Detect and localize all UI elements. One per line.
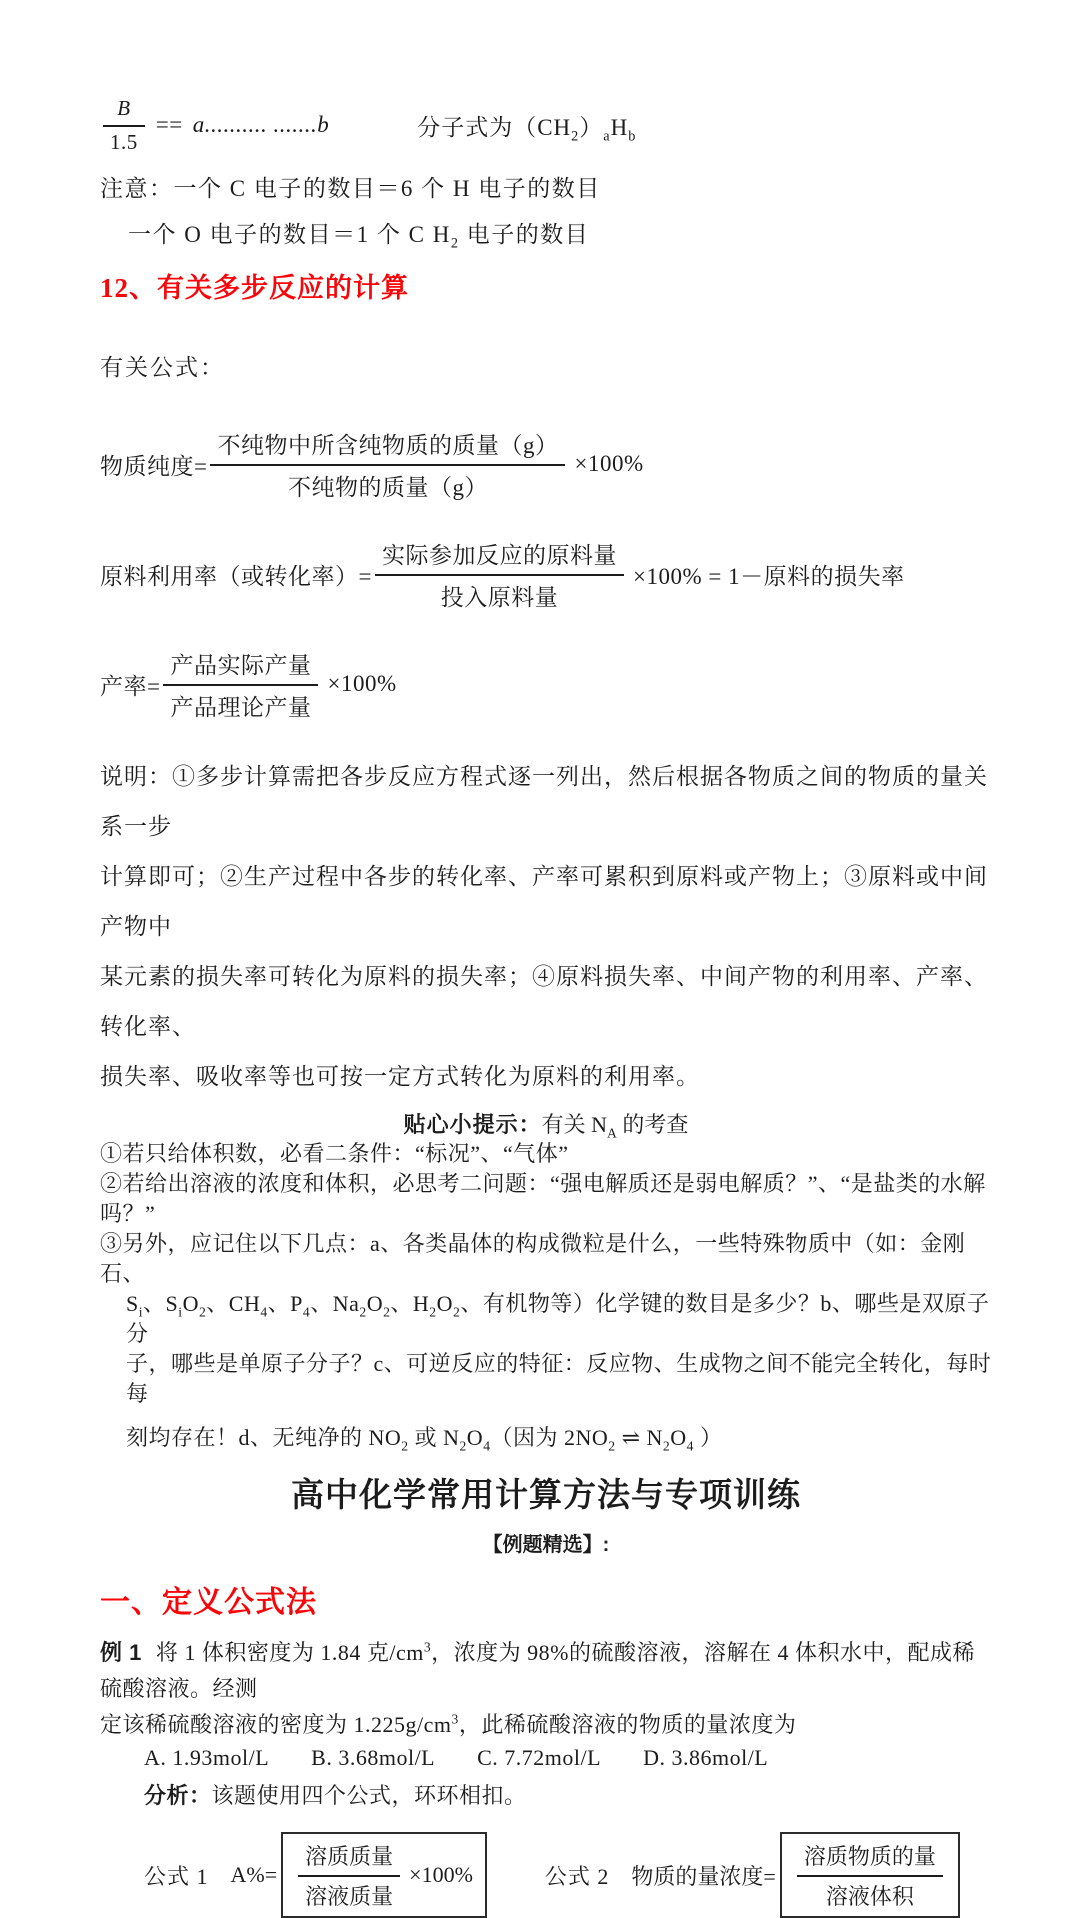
option-b: B. 3.68mol/L <box>311 1745 436 1770</box>
formula-1-label: 公式 1 <box>144 1863 209 1889</box>
fraction-denominator: 投入原料量 <box>440 585 559 610</box>
examples-subtitle: 【例题精选】: <box>482 1534 610 1556</box>
example-line-2: 定该稀硫酸溶液的密度为 $1.225g/cm^3$，此稀硫酸溶液的物质的量浓度为 <box>100 1711 797 1737</box>
yield-formula <box>100 646 992 722</box>
tip-item: $S_i$、$S_iO_2$、$CH_4$、$P_4$、$Na_2O_2$、$H_2O_2$、有机物等）化学键的数目是多少？b、哪些是双原子分 <box>126 1291 990 1346</box>
note-line-1: 注意：一个 C 电子的数目＝6 个 H 电子的数目 <box>100 176 601 201</box>
utilization-formula <box>100 536 992 612</box>
dotted-expression: a.......... .......b <box>192 112 330 137</box>
fraction-denominator: 溶液体积 <box>825 1884 914 1909</box>
equals-sign: == <box>155 112 183 137</box>
answer-options <box>100 1745 992 1771</box>
option-d: D. 3.86mol/L <box>643 1745 769 1770</box>
main-title: 高中化学常用计算方法与专项训练 <box>291 1478 801 1514</box>
formula-b-over-1point5 <box>100 95 992 155</box>
tip-item: ②若给出溶液的浓度和体积，必思考二问题：“强电解质还是弱电解质？”、“是盐类的水解吗？” <box>100 1171 986 1226</box>
formula-1-group <box>144 1832 487 1918</box>
option-a: A. 1.93mol/L <box>144 1745 270 1770</box>
analysis-line <box>100 1779 992 1810</box>
analysis-label: 分析： <box>144 1783 212 1808</box>
formula-2-group <box>545 1832 960 1918</box>
example-line-1 <box>100 1635 992 1707</box>
fraction-denominator: 产品理论产量 <box>170 695 312 720</box>
explanation-line: 某元素的损失率可转化为原料的损失率；④原料损失率、中间产物的利用率、产率、转化率、 <box>100 964 988 1039</box>
fraction-denominator: 溶液质量 <box>305 1884 394 1909</box>
explanation-line: 计算即可；②生产过程中各步的转化率、产率可累积到原料或产物上；③原料或中间产物中 <box>100 864 988 939</box>
tips-heading-rest: 有关 $N_A$ 的考查 <box>541 1112 689 1141</box>
fraction <box>210 426 565 502</box>
note-line-2: 一个 O 电子的数目＝1 个 C $H_2$ 电子的数目 <box>128 222 590 252</box>
molecular-formula-text: 分子式为$(CH_2)_aH_b$ <box>417 114 637 145</box>
analysis-text: 该题使用四个公式，环环相扣。 <box>211 1783 527 1808</box>
section-1-heading: 一、定义公式法 <box>100 1586 317 1619</box>
explanation-line: 说明：①多步计算需把各步反应方程式逐一列出，然后根据各物质之间的物质的量关系一步 <box>100 764 988 839</box>
fraction-numerator: 不纯物中所含纯物质的质量（g） <box>210 426 565 466</box>
related-formulas-intro: 有关公式： <box>100 355 225 380</box>
tip-item: ③另外，应记住以下几点：a、各类晶体的构成微粒是什么，一些特殊物质中（如：金刚石、 <box>100 1231 966 1286</box>
formula-label: 产率= <box>100 673 161 699</box>
example-label: 例 1 <box>100 1640 142 1665</box>
option-c: C. 7.72mol/L <box>477 1745 602 1770</box>
formula-1-lhs: A%= <box>230 1862 278 1887</box>
fraction <box>375 536 624 612</box>
fraction-numerator: 产品实际产量 <box>163 646 318 686</box>
tip-item: 子，哪些是单原子分子？c、可逆反应的特征：反应物、生成物之间不能完全转化，每时每 <box>126 1351 992 1406</box>
fraction <box>103 95 145 155</box>
formula-suffix: ×100% <box>574 451 644 476</box>
tip-item: 刻均存在！d、无纯净的 $NO_2$ 或 $N_2O_4$（因为 $2NO_2$ ⇌ $N_2O_4$ ） <box>126 1425 723 1454</box>
fraction-numerator: B <box>103 95 145 127</box>
formula-label: 原料利用率（或转化率）= <box>100 563 372 589</box>
formula-label: 物质纯度= <box>100 453 208 479</box>
formula-suffix: ×100% <box>409 1862 473 1887</box>
formula-2-lhs: 物质的量浓度= <box>631 1863 776 1889</box>
fraction <box>797 1839 943 1911</box>
fraction <box>298 1839 400 1911</box>
bottom-formulas-row <box>100 1832 992 1918</box>
fraction-numerator: 实际参加反应的原料量 <box>375 536 624 576</box>
tip-item: ①若只给体积数，必看二条件：“标况”、“气体” <box>100 1141 569 1166</box>
fraction-denominator: 1.5 <box>110 130 138 154</box>
fraction-numerator: 溶质物质的量 <box>797 1839 943 1877</box>
fraction-numerator: 溶质质量 <box>298 1839 400 1877</box>
fraction <box>163 646 318 722</box>
formula-suffix: ×100% = 1－原料的损失率 <box>632 563 905 589</box>
fraction-denominator: 不纯物的质量（g） <box>287 475 488 500</box>
section-12-heading: 12、有关多步反应的计算 <box>100 273 409 303</box>
formula-2-label: 公式 2 <box>544 1863 610 1889</box>
explanation-line: 损失率、吸收率等也可按一定方式转化为原料的利用率。 <box>100 1064 700 1089</box>
formula-suffix: ×100% <box>327 671 397 696</box>
purity-formula <box>100 426 992 502</box>
tips-heading-bold: 贴心小提示： <box>403 1112 542 1137</box>
example-1-paragraph <box>100 1635 992 1743</box>
example-text: 将 1 体积密度为 1.84 克$/cm^3$，浓度为 98%的硫酸溶液，溶解在 4 体积水中，配成稀硫酸溶液。经测 <box>100 1639 975 1701</box>
formula-2-box <box>780 1832 960 1918</box>
explanation-paragraph <box>100 752 992 1102</box>
formula-1-box <box>281 1832 487 1918</box>
tips-heading <box>100 1108 992 1139</box>
